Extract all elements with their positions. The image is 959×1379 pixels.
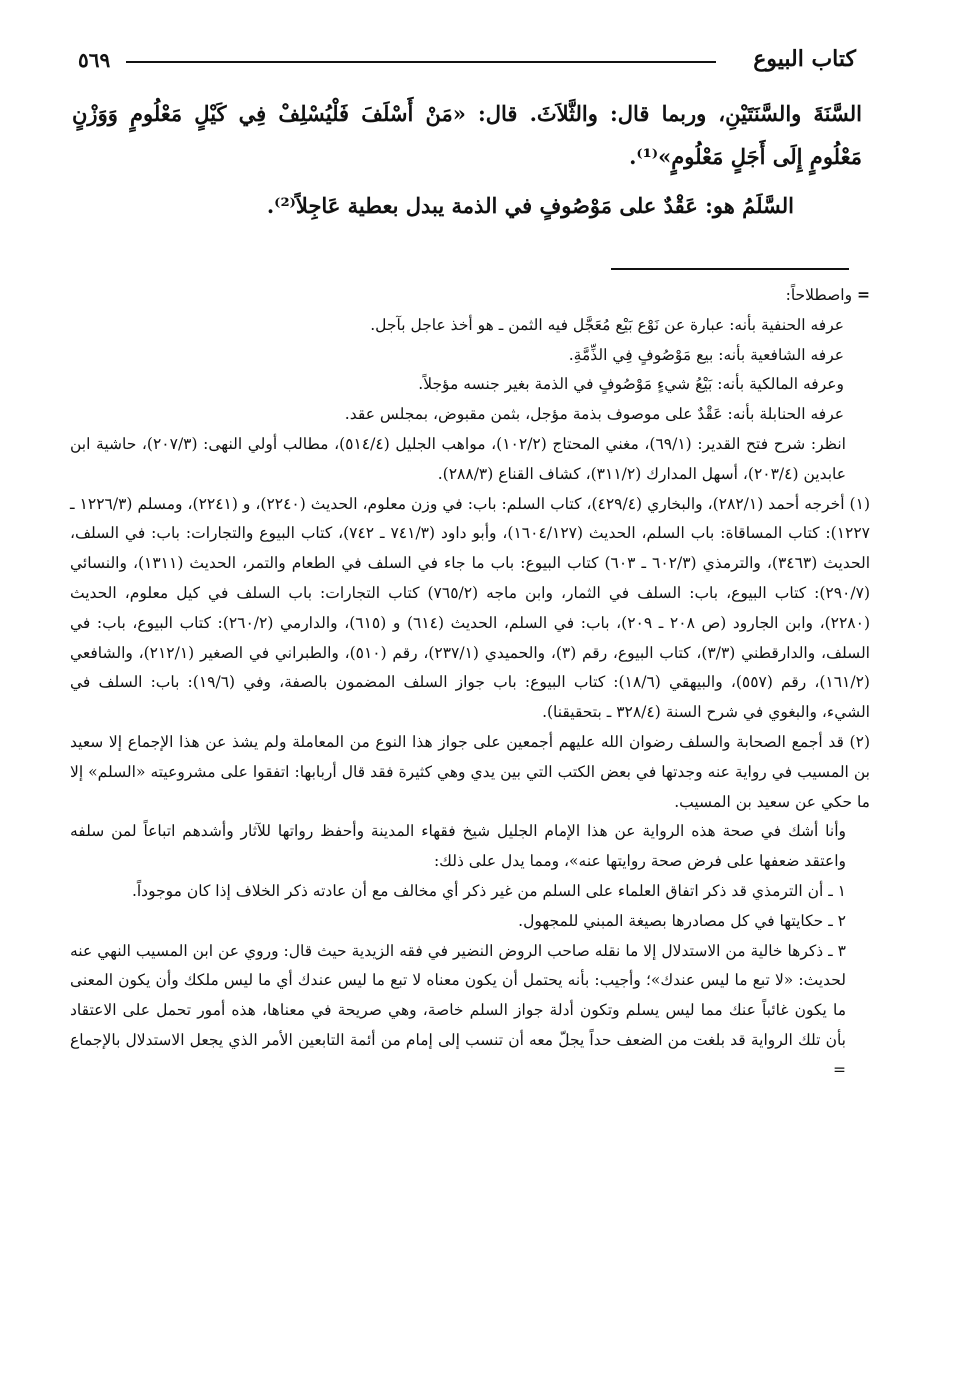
header-rule (126, 61, 716, 63)
main-paragraph: السَّنَةَ والسَّنَتَيْنِ، وربما قال: والثَّلاَثَ. قال: «مَنْ أَسْلَفَ فَلْيُسْلِفْ فِي كَيْلٍ مَعْلُومٍ وَوَزْنٍ مَعْلُومٍ إِلَى أَجَلٍ مَعْلُومٍ»⁽¹⁾. (72, 101, 862, 169)
definition-hanbali: عرفه الحنابلة بأنه: عَقْدٌ على موصوف بذمة مؤجل، بثمن مقبوض، بمجلس عقد. (344, 405, 844, 424)
chapter-title: كتاب البيوع (753, 46, 856, 72)
footnote-2-point-1: ١ ـ أن الترمذي قد ذكر اتفاق العلماء على السلم من غير ذكر أي مخالف مع أن عادته ذكر الخلاف إذا كان موجوداً. (131, 881, 846, 900)
page-number: ٥٦٩ (78, 48, 111, 72)
footnote-separator (611, 268, 849, 270)
definition-maliki: وعرفه المالكية بأنه: بَيْعُ شيءٍ مَوْصُوفٍ في الذمة بغير جنسه مؤجلاً. (418, 375, 844, 394)
definition-shafii: عرفه الشافعية بأنه: بيع مَوْصُوفٍ فِي الذِّمَّةِ. (568, 345, 844, 364)
salam-definition: السَّلَمُ هو: عَقْدٌ على مَوْصُوفٍ في الذمة يبدل بعطية عَاجِلاً⁽²⁾. (266, 193, 794, 218)
references-paragraph: انظر: شرح فتح القدير: (٦٩/١)، مغني المحتاج (١٠٢/٢)، مواهب الجليل (٥١٤/٤)، مطالب أولي النهى: (٢٠٧/٣)، حاشية ابن عابدين (٢٠٣/٤)، أسهل المدارك (٣١١/٢)، كشاف القناع (٢٨٨/٣). (70, 434, 846, 483)
running-header (78, 46, 856, 76)
footnote-2-point-3: ٣ ـ ذكرها خالية من الاستدلال إلا ما نقله صاحب الروض النضير في فقه الزيدية حيث قال: وروي عن ابن المسيب النهي عنه لحديث: «لا تبع ما ليس عندك»؛ وأجيب: بأنه يحتمل أن يكون معناه لا تبع ما ليس عندك أي ما ليس ملكك وأن يكون المعنى ما يكون غائباً عنك مما ليس يسلم وتكون أدلة جواز السلم خاصة، وهي صريحة في معناها، هذه أمور تحمل على الاعتقاد بأن تلك الرواية قد بلغت من الضعف حداً يجلّ معه أن تنسب إلى إمام من أئمة التابعين الأمر الذي يجعل الاستدلال بالإجماع = (70, 941, 846, 1079)
continued-note-heading: واصطلاحاً: (785, 286, 853, 304)
footnote-1: (١) أخرجه أحمد (٢٨٢/١)، والبخاري (٤٢٩/٤)، كتاب السلم: باب: في وزن معلوم، الحديث (٢٢٤٠)، و (٢٢٤١)، ومسلم (١٢٢٦/٣ ـ ١٢٢٧): كتاب المساقاة: باب السلم، الحديث (١٦٠٤/١٢٧)، وأبو داود (٧٤١/٣ ـ ٧٤٢)، كتاب البيوع والتجارات: باب: في السلف، الحديث (٣٤٦٣)، والترمذي (٦٠٢/٣ ـ ٦٠٣) كتاب البيوع: باب ما جاء في السلف في الطعام والتمر، الحديث (١٣١١)، والنسائي (٢٩٠/٧): كتاب البيوع، باب: السلف في الثمار، وابن ماجه (٧٦٥/٢) كتاب التجارات: باب السلف في كيل معلوم، الحديث (٢٢٨٠)، وابن الجارود (ص ٢٠٨ ـ ٢٠٩)، باب: في السلم، الحديث (٦١٤) و (٦١٥)، والدارمي (٢٦٠/٢): كتاب البيوع، باب: في السلف، والدارقطني (٣/٣)، كتاب البيوع، رقم (٣)، والحميدي (٢٣٧/١)، رقم (٥١٠)، والطبراني في الصغير (٢١٢/١)، والشافعي (١٦١/٢)، رقم (٥٥٧)، والبيهقي (١٨/٦): كتاب البيوع: باب جواز السلف المضمون بالصفة، وفي (١٩/٦): باب: السلف في الشيء، والبغوي في شرح السنة (٣٢٨/٤ ـ بتحقيقنا). (70, 494, 871, 722)
main-text (72, 92, 862, 227)
footnotes (70, 280, 870, 1086)
footnote-2-point-2: ٢ ـ حكايتها في كل مصادرها بصيغة المبني للمجهول. (518, 911, 846, 930)
definition-hanafi: عرفه الحنفية بأنه: عبارة عن نَوْع بَيْع مُعَجَّل فيه الثمن ـ هو أخذ عاجل بآجل. (370, 315, 844, 334)
footnote-2: (٢) قد أجمع الصحابة والسلف رضوان الله عليهم أجمعين على جواز هذا النوع من المعاملة ولم يشذ عن هذا الإجماع إلا سعيد بن المسيب في رواية عنه وجدتها في بعض الكتب التي بين يدي وهي كثيرة فقد قال أربابها: اتفقوا على مشروعيته «السلم» إلا ما حكي عن سعيد بن المسيب. (70, 732, 870, 811)
footnote-2-paragraph: وأنا أشك في صحة هذه الرواية عن هذا الإمام الجليل شيخ فقهاء المدينة وأحفظ رواتها للآثار وأشدهم اتباعاً لمن سلفه واعتقد ضعفها على فرض صحة روايتها عنه»، ومما يدل على ذلك: (70, 822, 846, 871)
continuation-marker: = (857, 285, 870, 304)
continued-note-head (70, 280, 870, 311)
